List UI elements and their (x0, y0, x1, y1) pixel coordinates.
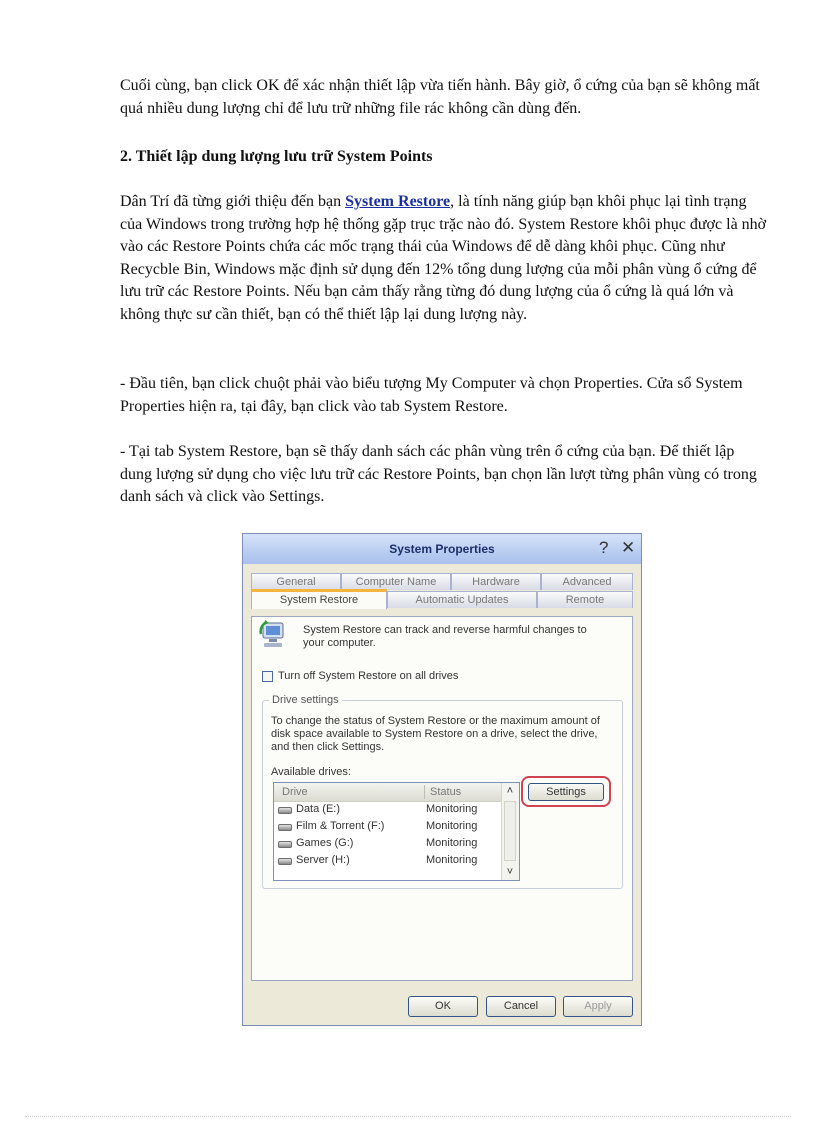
ok-button[interactable]: OK (408, 996, 478, 1017)
list-item[interactable] (274, 802, 503, 819)
list-item[interactable] (274, 853, 503, 870)
tab-remote[interactable]: Remote (537, 591, 633, 608)
help-button[interactable]: ? (599, 538, 609, 557)
tab-computer-name[interactable]: Computer Name (341, 573, 451, 590)
system-restore-icon (259, 620, 287, 650)
drive-icon (278, 824, 292, 831)
drive-settings-description: To change the status of System Restore or the maximum amount of disk space available to System Restore on a drive, select the drive, and then click Settings. (271, 715, 600, 753)
list-item[interactable] (274, 836, 503, 853)
scroll-up-icon[interactable]: ˄ (506, 785, 514, 797)
drive-name: Data (E:) (296, 803, 341, 815)
tab-hardware[interactable]: Hardware (451, 573, 541, 590)
available-drives-label: Available drives: (271, 766, 351, 778)
settings-button[interactable]: Settings (528, 783, 604, 801)
column-divider (424, 785, 425, 799)
drive-status: Monitoring (426, 837, 478, 849)
system-properties-dialog (242, 533, 642, 1026)
cancel-button[interactable]: Cancel (486, 996, 556, 1017)
system-restore-paragraph (120, 191, 770, 326)
page-bottom-divider (25, 1116, 791, 1117)
list-scrollbar[interactable] (501, 783, 519, 880)
turn-off-checkbox[interactable] (262, 671, 273, 682)
scroll-thumb[interactable] (504, 801, 516, 861)
paragraph-text-end: , là tính năng giúp bạn khôi phục lại tình trạng của Windows trong trường hợp hệ thống gặp trục trặc nào đó. System Restore khôi phục được là nhờ vào các Restore Points chứa các mốc trạng thái của Windows để dễ dàng khôi phục. Cũng như Recycble Bin, Windows mặc định sử dụng đến 12% tổng dung lượng của mỗi phân vùng ổ cứng để lưu trữ các Restore Points. Nếu bạn cảm thấy rằng từng đó dung lượng của ổ cứng là quá lớn và không thực sư cần thiết, bạn có thể thiết lập lại dung lượng này. (120, 193, 767, 323)
tab-advanced[interactable]: Advanced (541, 573, 633, 590)
column-drive[interactable]: Drive (282, 786, 308, 798)
drive-status: Monitoring (426, 803, 478, 815)
dialog-titlebar (243, 534, 641, 564)
drive-name: Server (H:) (296, 854, 350, 866)
drive-status: Monitoring (426, 854, 478, 866)
column-status[interactable]: Status (430, 786, 462, 798)
paragraph-text-start: Dân Trí đã từng giới thiệu đến bạn (120, 193, 346, 210)
scroll-down-icon[interactable]: ˅ (506, 866, 514, 878)
close-button[interactable]: ✕ (621, 538, 636, 557)
section-heading: 2. Thiết lập dung lượng lưu trữ System Points (120, 148, 433, 165)
drive-name: Games (G:) (296, 837, 354, 849)
intro-paragraph: Cuối cùng, bạn click OK để xác nhận thiết lập vừa tiến hành. Bây giờ, ổ cứng của bạn sẽ không mất quá nhiều dung lượng chỉ để lưu trữ những file rác không cần dùng đến. (120, 77, 760, 117)
tab-system-restore[interactable]: System Restore (251, 589, 387, 609)
tab-general[interactable]: General (251, 573, 341, 590)
drive-name: Film & Torrent (F:) (296, 820, 385, 832)
list-item[interactable] (274, 819, 503, 836)
step-two-paragraph: - Tại tab System Restore, bạn sẽ thấy danh sách các phân vùng trên ổ cứng của bạn. Để thiết lập dung lượng sử dụng cho việc lưu trữ các Restore Points, bạn chọn lần lượt từng phân vùng có trong danh sách và click vào Settings. (120, 443, 757, 505)
drive-status: Monitoring (426, 820, 478, 832)
step-one-paragraph: - Đầu tiên, bạn click chuột phải vào biểu tượng My Computer và chọn Properties. Cửa sổ System Properties hiện ra, tại đây, bạn click vào tab System Restore. (120, 375, 743, 415)
drive-icon (278, 841, 292, 848)
intro-text: System Restore can track and reverse harmful changes to your computer. (303, 624, 587, 649)
system-restore-link[interactable]: System Restore (345, 193, 451, 210)
dialog-title: System Properties (389, 542, 495, 556)
drive-icon (278, 858, 292, 865)
drive-icon (278, 807, 292, 814)
list-header (274, 783, 503, 802)
drives-list[interactable] (273, 782, 520, 881)
turn-off-label[interactable]: Turn off System Restore on all drives (278, 670, 459, 682)
apply-button[interactable]: Apply (563, 996, 633, 1017)
drive-settings-title: Drive settings (269, 694, 342, 706)
tab-automatic-updates[interactable]: Automatic Updates (387, 591, 537, 608)
